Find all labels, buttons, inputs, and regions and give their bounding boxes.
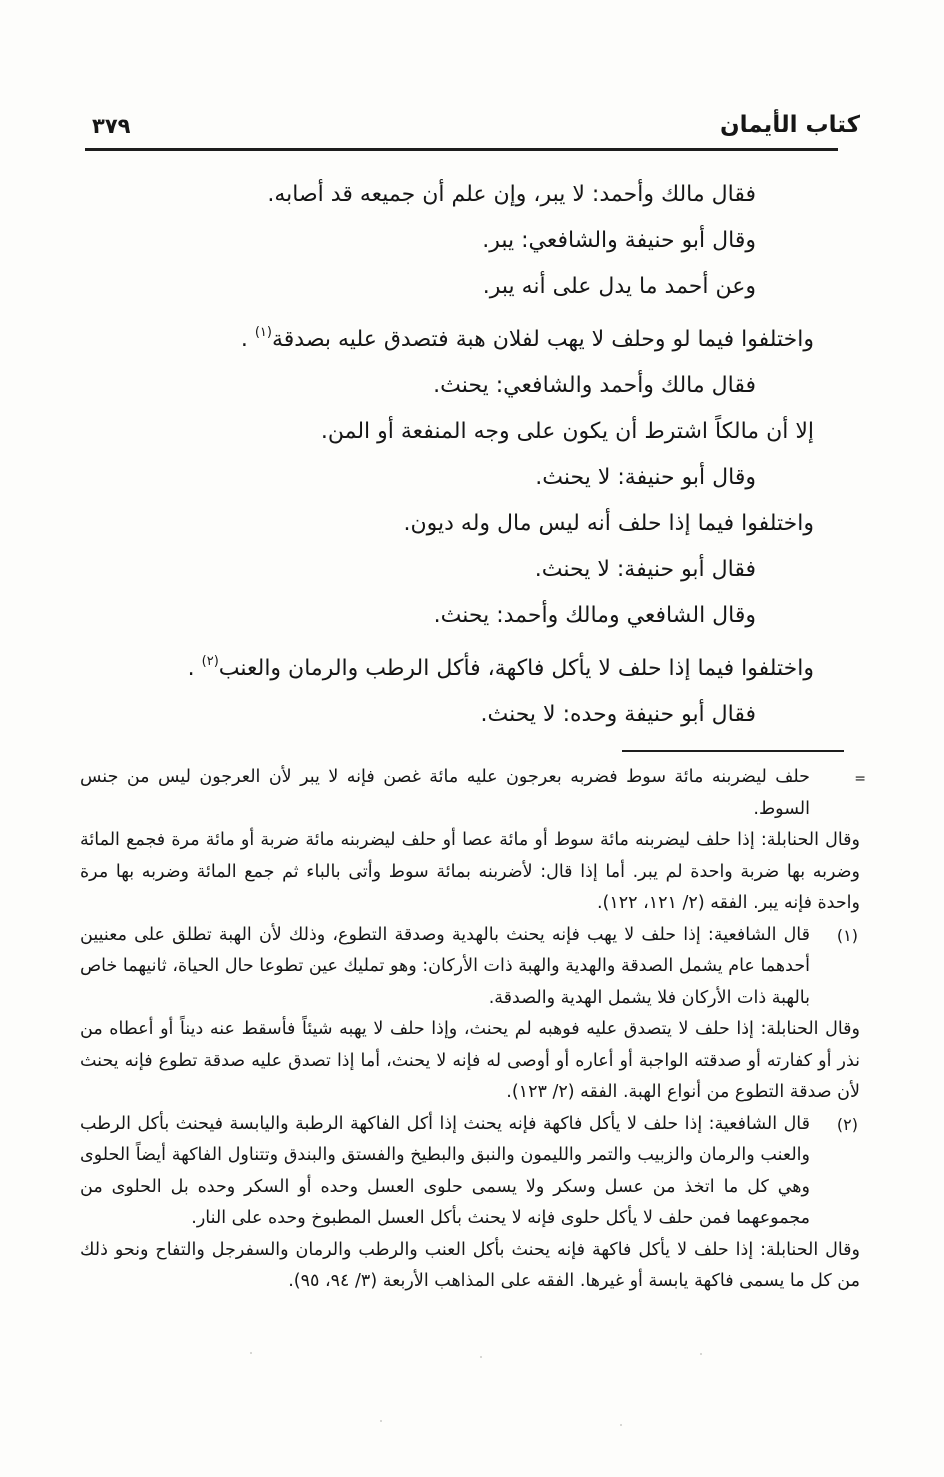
footnote-paragraph: وقال الحنابلة: إذا حلف لا يأكل فاكهة فإنه يحنث بأكل العنب والرطب والرمان والسفرجل والتفاح ونحو ذلك من كل ما يسمى فاكهة يابسة أو غيرها. الفقه على المذاهب الأربعة (٣/ ٩٤، ٩٥).: [80, 1239, 860, 1291]
body-paragraph-11: واختلفوا فيما إذا حلف لا يأكل فاكهة، فأكل الرطب والرمان والعنب$^{(٢)}$ .: [187, 654, 814, 681]
body-paragraph-3: وعن أحمد ما يدل على أنه يبر.: [482, 274, 756, 299]
body-paragraph-12: فقال أبو حنيفة وحده: لا يحنث.: [480, 702, 756, 727]
scan-speckle: [700, 1353, 702, 1355]
header-rule: [85, 148, 838, 151]
body-paragraph-9: فقال أبو حنيفة: لا يحنث.: [534, 557, 756, 582]
footnotes: [80, 762, 866, 1298]
body-paragraph-6: إلا أن مالكاً اشترط أن يكون على وجه المنفعة أو المن.: [320, 419, 814, 444]
footnote-paragraph: وقال الحنابلة: إذا حلف ليضربنه مائة سوط أو مائة عصا أو حلف ليضربنه مائة ضربة أو مائة مرة فجمع المائة وضربه بها ضربة واحدة لم يبر. أما إذا قال: لأضربنه بمائة سوط وأتى بالباء ثم جمع المائة وضربه بها مرة واحدة فإنه يبر. الفقه (٢/ ١٢١، ١٢٢).: [80, 830, 860, 913]
footnote-ref-2: (٢): [201, 654, 219, 669]
body-paragraph-7: وقال أبو حنيفة: لا يحنث.: [535, 465, 756, 490]
footnote-1: [80, 920, 860, 1109]
footnote-paragraph: وقال الحنابلة: إذا حلف لا يتصدق عليه فوهبه لم يحنث، وإذا حلف لا يهبه شيئاً فأسقط عنه ديناً أو أعطاه من نذر أو كفارته أو صدقته الواجبة أو أعاره أو أوصى له فإنه لا يحنث، أما إذا تصدق عليه صدقة تطوع فإنه يحنث لأن صدقة التطوع من أنواع الهبة. الفقه (٢/ ١٢٣).: [80, 1019, 860, 1102]
body-text: [80, 172, 860, 738]
footnote-paragraph: حلف ليضربنه مائة سوط فضربه بعرجون عليه مائة غصن فإنه لا يبر لأن العرجون ليس من جنس السوط.: [80, 767, 810, 819]
footnote-2-marker: (٢): [836, 1114, 858, 1134]
scan-speckle: [380, 1420, 382, 1422]
book-title: كتاب الأيمان: [720, 112, 860, 138]
scan-speckle: [620, 1424, 622, 1426]
footnote-continuation: [80, 762, 866, 920]
body-paragraph-1: فقال مالك وأحمد: لا يبر، وإن علم أن جميعه قد أصابه.: [267, 182, 756, 207]
body-paragraph-2: وقال أبو حنيفة والشافعي: يبر.: [482, 228, 756, 253]
footnote-paragraph: قال الشافعية: إذا حلف لا يهب فإنه يحنث بالهدية وصدقة التطوع، وذلك لأن الهبة تطلق على معنيين أحدهما عام يشمل الصدقة والهدية والهبة ذات الأركان: وهو تمليك عين تطوعا حال الحياة، ثانيهما خاص بالهبة ذات الأركان فلا يشمل الهدية والصدقة.: [80, 924, 810, 1008]
footnote-1-marker: (١): [836, 925, 858, 945]
scan-speckle: [250, 1352, 252, 1354]
footnote-separator: [622, 750, 844, 752]
footnote-2: [80, 1109, 860, 1298]
page-number: ٣٧٩: [92, 114, 131, 138]
footnote-ref-1: (١): [254, 325, 272, 340]
footnote-continuation-marker: =: [854, 771, 866, 787]
body-paragraph-10: وقال الشافعي ومالك وأحمد: يحنث.: [433, 603, 756, 628]
scan-speckle: [480, 1356, 482, 1358]
body-paragraph-8: واختلفوا فيما إذا حلف أنه ليس مال وله ديون.: [403, 511, 814, 536]
page-header: [80, 112, 860, 138]
body-paragraph-5: فقال مالك وأحمد والشافعي: يحنث.: [433, 373, 756, 398]
footnote-paragraph: قال الشافعية: إذا حلف لا يأكل فاكهة فإنه يحنث إذا أكل الفاكهة الرطبة واليابسة فيحنث بأكل الرطب والعنب والرمان والزبيب والتمر والليمون والنبق والبطيخ والفستق والبندق وتتناول الفاكهة أيضاً الحلوى وهي كل ما اتخذ من عسل وسكر ولا يسمى حلوى العسل وحده أو السكر وحده بل الحلوى من مجموعهما فمن حلف لا يأكل حلوى فإنه لا يحنث بأكل العسل المطبوخ وحده على النار.: [80, 1113, 810, 1228]
body-paragraph-4: واختلفوا فيما لو وحلف لا يهب لفلان هبة فتصدق عليه بصدقة$^{(١)}$ .: [240, 325, 814, 352]
printed-area: [80, 112, 866, 1298]
